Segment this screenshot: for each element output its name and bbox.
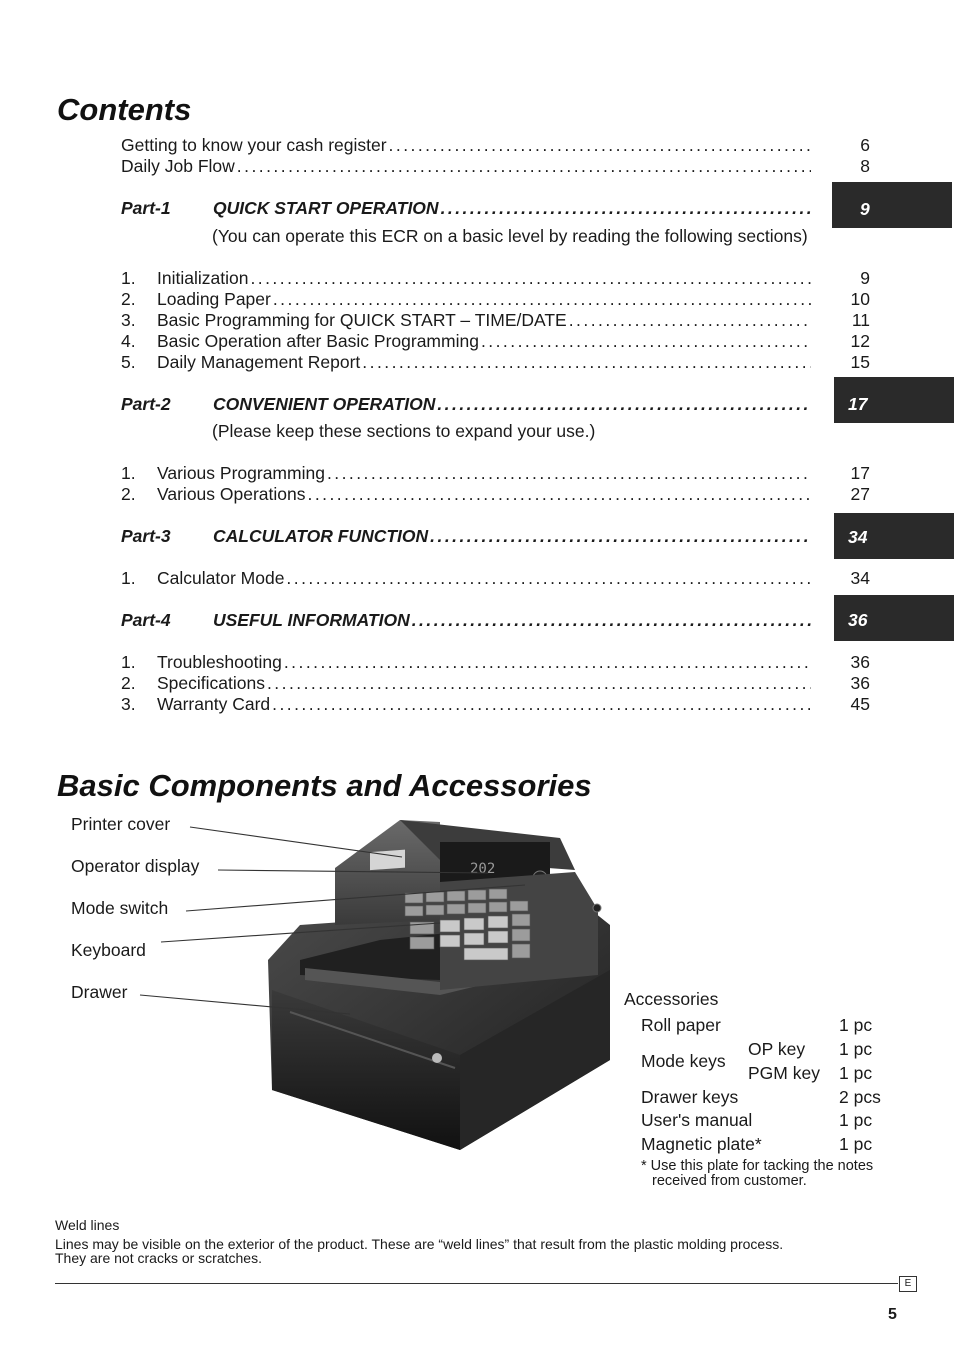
accessory-name: Mode keys xyxy=(641,1051,726,1071)
callout-keyboard: Keyboard xyxy=(71,940,146,960)
callout-mode-switch: Mode switch xyxy=(71,898,169,918)
toc-entry[interactable]: 2. Various Operations . . . xyxy=(121,484,811,505)
toc-entry[interactable]: 3. Basic Programming for QUICK START – TIME/DATE . . . xyxy=(121,310,811,331)
toc-entry-label: Getting to know your cash register xyxy=(121,135,387,155)
toc-entry[interactable]: 1. Calculator Mode . . . xyxy=(121,568,811,589)
section-tab: 17 xyxy=(834,377,954,423)
section-tab: 9 xyxy=(832,182,952,228)
accessory-subname: OP key xyxy=(748,1039,806,1059)
toc-entry[interactable]: 1. Troubleshooting . . . xyxy=(121,652,811,673)
cash-register-illustration xyxy=(0,800,954,1160)
contents-title: Contents xyxy=(57,92,192,127)
toc-page-number: 36 xyxy=(850,673,870,693)
toc-entry[interactable]: 3. Warranty Card . . . xyxy=(121,694,811,715)
accessory-footnote: * Use this plate for tacking the notes xyxy=(641,1158,874,1174)
toc-entry[interactable]: 1. Initialization . . . xyxy=(121,268,811,289)
accessory-qty: 1 pc xyxy=(839,1063,873,1083)
part-tag: Part-2 xyxy=(121,394,171,414)
toc-page-number: 17 xyxy=(850,463,870,483)
toc-entry[interactable] xyxy=(121,135,811,156)
toc-page-number: 15 xyxy=(850,352,870,372)
toc-page-number: 8 xyxy=(860,156,870,176)
accessories-title: Accessories xyxy=(624,989,719,1009)
accessory-name: Roll paper xyxy=(641,1015,721,1035)
accessory-qty: 1 pc xyxy=(839,1134,873,1154)
weld-title: Weld lines xyxy=(55,1217,120,1233)
toc-part-heading[interactable] xyxy=(121,394,811,415)
part-note: (Please keep these sections to expand your use.) xyxy=(212,421,596,441)
accessory-footnote: received from customer. xyxy=(652,1173,807,1189)
toc-entry[interactable]: 1. Various Programming . . . xyxy=(121,463,811,484)
part-title: QUICK START OPERATION xyxy=(213,198,439,218)
accessory-name: Magnetic plate* xyxy=(641,1134,762,1154)
section-tab: 36 xyxy=(834,595,954,641)
callout-printer-cover: Printer cover xyxy=(71,814,171,834)
toc-entry[interactable] xyxy=(121,156,811,177)
part-title: CONVENIENT OPERATION xyxy=(213,394,436,414)
part-title: USEFUL INFORMATION xyxy=(213,610,410,630)
accessory-name: Drawer keys xyxy=(641,1087,739,1107)
toc-entry-label: Daily Job Flow xyxy=(121,156,235,176)
weld-text: They are not cracks or scratches. xyxy=(55,1250,262,1266)
section-tab: 34 xyxy=(834,513,954,559)
toc-entry[interactable]: 2. Loading Paper . . . xyxy=(121,289,811,310)
callout-operator-display: Operator display xyxy=(71,856,200,876)
toc-page-number: 36 xyxy=(850,652,870,672)
part-tag: Part-4 xyxy=(121,610,171,630)
accessory-qty: 1 pc xyxy=(839,1039,873,1059)
toc-page-number: 45 xyxy=(850,694,870,714)
accessory-qty: 1 pc xyxy=(839,1015,873,1035)
accessory-qty: 2 pcs xyxy=(839,1087,881,1107)
toc-page-number: 10 xyxy=(850,289,870,309)
footer-rule xyxy=(55,1283,898,1284)
accessory-subname: PGM key xyxy=(748,1063,820,1083)
toc-entry[interactable]: 5. Daily Management Report . . . xyxy=(121,352,811,373)
toc-page-number: 6 xyxy=(860,135,870,155)
accessory-name: User's manual xyxy=(641,1110,753,1130)
toc-page-number: 27 xyxy=(850,484,870,504)
toc-entry[interactable]: 4. Basic Operation after Basic Programming . . . xyxy=(121,331,811,352)
display-digits: 202 xyxy=(470,861,496,877)
part-note: (You can operate this ECR on a basic level by reading the following sections) xyxy=(212,226,808,246)
components-title: Basic Components and Accessories xyxy=(57,768,592,803)
part-tag: Part-3 xyxy=(121,526,171,546)
toc-page-number: 11 xyxy=(851,310,870,330)
toc-part-heading[interactable] xyxy=(121,198,811,219)
page-number: 5 xyxy=(888,1306,897,1323)
part-title: CALCULATOR FUNCTION xyxy=(213,526,429,546)
language-tag: E xyxy=(899,1276,917,1292)
callout-drawer: Drawer xyxy=(71,982,128,1002)
toc-part-heading[interactable] xyxy=(121,526,811,547)
part-tag: Part-1 xyxy=(121,198,171,218)
toc-page-number: 12 xyxy=(850,331,870,351)
toc-part-heading[interactable] xyxy=(121,610,811,631)
accessory-qty: 1 pc xyxy=(839,1110,873,1130)
toc-page-number: 34 xyxy=(850,568,870,588)
weld-text: Lines may be visible on the exterior of the product. These are “weld lines” that result from the plastic molding process. xyxy=(55,1236,784,1252)
toc-page-number: 9 xyxy=(860,268,870,288)
toc-entry[interactable]: 2. Specifications . . . xyxy=(121,673,811,694)
